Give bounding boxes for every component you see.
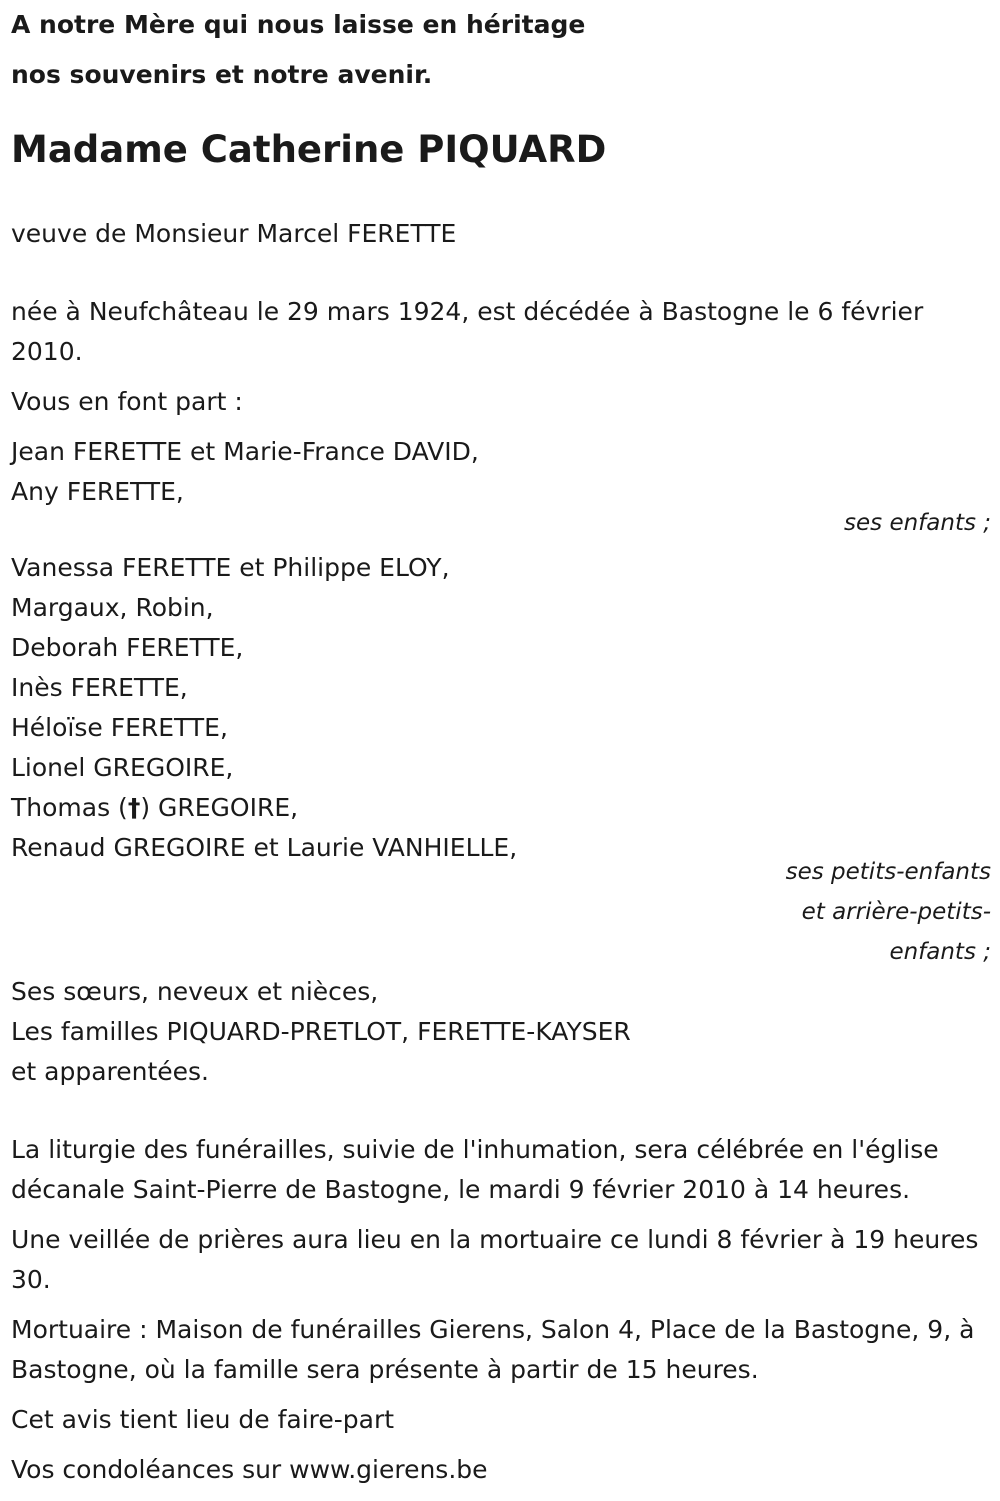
spouse-line: veuve de Monsieur Marcel FERETTE	[11, 219, 457, 248]
family-section	[11, 972, 991, 1092]
birth-death-line: née à Neufchâteau le 29 mars 1924, est décédée à Bastogne le 6 février 2010.	[11, 297, 924, 366]
cross-icon: †	[127, 793, 141, 822]
vigil-paragraph: Une veillée de prières aura lieu en la mortuaire ce lundi 8 février à 19 heures 30.	[11, 1225, 979, 1294]
grandchildren-role-line: et arrière-petits-	[801, 899, 991, 925]
grandchildren-role-line: enfants ;	[889, 939, 991, 965]
epigraph	[11, 0, 991, 100]
thomas-prefix: Thomas (	[11, 793, 128, 822]
grandchild-name-thomas	[11, 788, 991, 828]
notice-line: Cet avis tient lieu de faire-part	[11, 1405, 395, 1434]
grandchild-name: Vanessa FERETTE et Philippe ELOY,	[11, 553, 450, 582]
grandchild-name: Inès FERETTE,	[11, 673, 188, 702]
family-line: Les familles PIQUARD-PRETLOT, FERETTE-KAYSER	[11, 1017, 631, 1046]
obituary-notice	[11, 0, 991, 1490]
child-name: Any FERETTE,	[11, 477, 184, 506]
deceased-name: Madame Catherine PIQUARD	[11, 128, 607, 171]
grandchild-name: Lionel GREGOIRE,	[11, 753, 234, 782]
grandchild-name: Héloïse FERETTE,	[11, 713, 228, 742]
epigraph-line-2: nos souvenirs et notre avenir.	[11, 60, 433, 89]
family-line: et apparentées.	[11, 1057, 209, 1086]
grandchildren-role	[11, 852, 991, 972]
children-role: ses enfants ;	[844, 510, 991, 536]
grandchildren-role-line: ses petits-enfants	[785, 859, 991, 885]
thomas-suffix: ) GREGOIRE,	[140, 793, 299, 822]
children-section	[11, 432, 991, 536]
grandchild-name: Margaux, Robin,	[11, 593, 214, 622]
mortuary-paragraph: Mortuaire : Maison de funérailles Gierens, Salon 4, Place de la Bastogne, 9, à Bastogne, où la famille sera présente à partir de 15 heures.	[11, 1315, 975, 1384]
grandchild-name: Deborah FERETTE,	[11, 633, 244, 662]
funeral-paragraph: La liturgie des funérailles, suivie de l'inhumation, sera célébrée en l'église décanale Saint-Pierre de Bastogne, le mardi 9 février 2010 à 14 heures.	[11, 1135, 939, 1204]
condolences-line: Vos condoléances sur www.gierens.be	[11, 1455, 488, 1484]
child-name: Jean FERETTE et Marie-France DAVID,	[11, 437, 479, 466]
grandchild-name: Renaud GREGOIRE et Laurie VANHIELLE,	[11, 833, 518, 862]
epigraph-line-1: A notre Mère qui nous laisse en héritage	[11, 10, 586, 39]
grandchildren-section	[11, 548, 991, 972]
announcement-intro: Vous en font part :	[11, 387, 243, 416]
family-line: Ses sœurs, neveux et nièces,	[11, 977, 379, 1006]
